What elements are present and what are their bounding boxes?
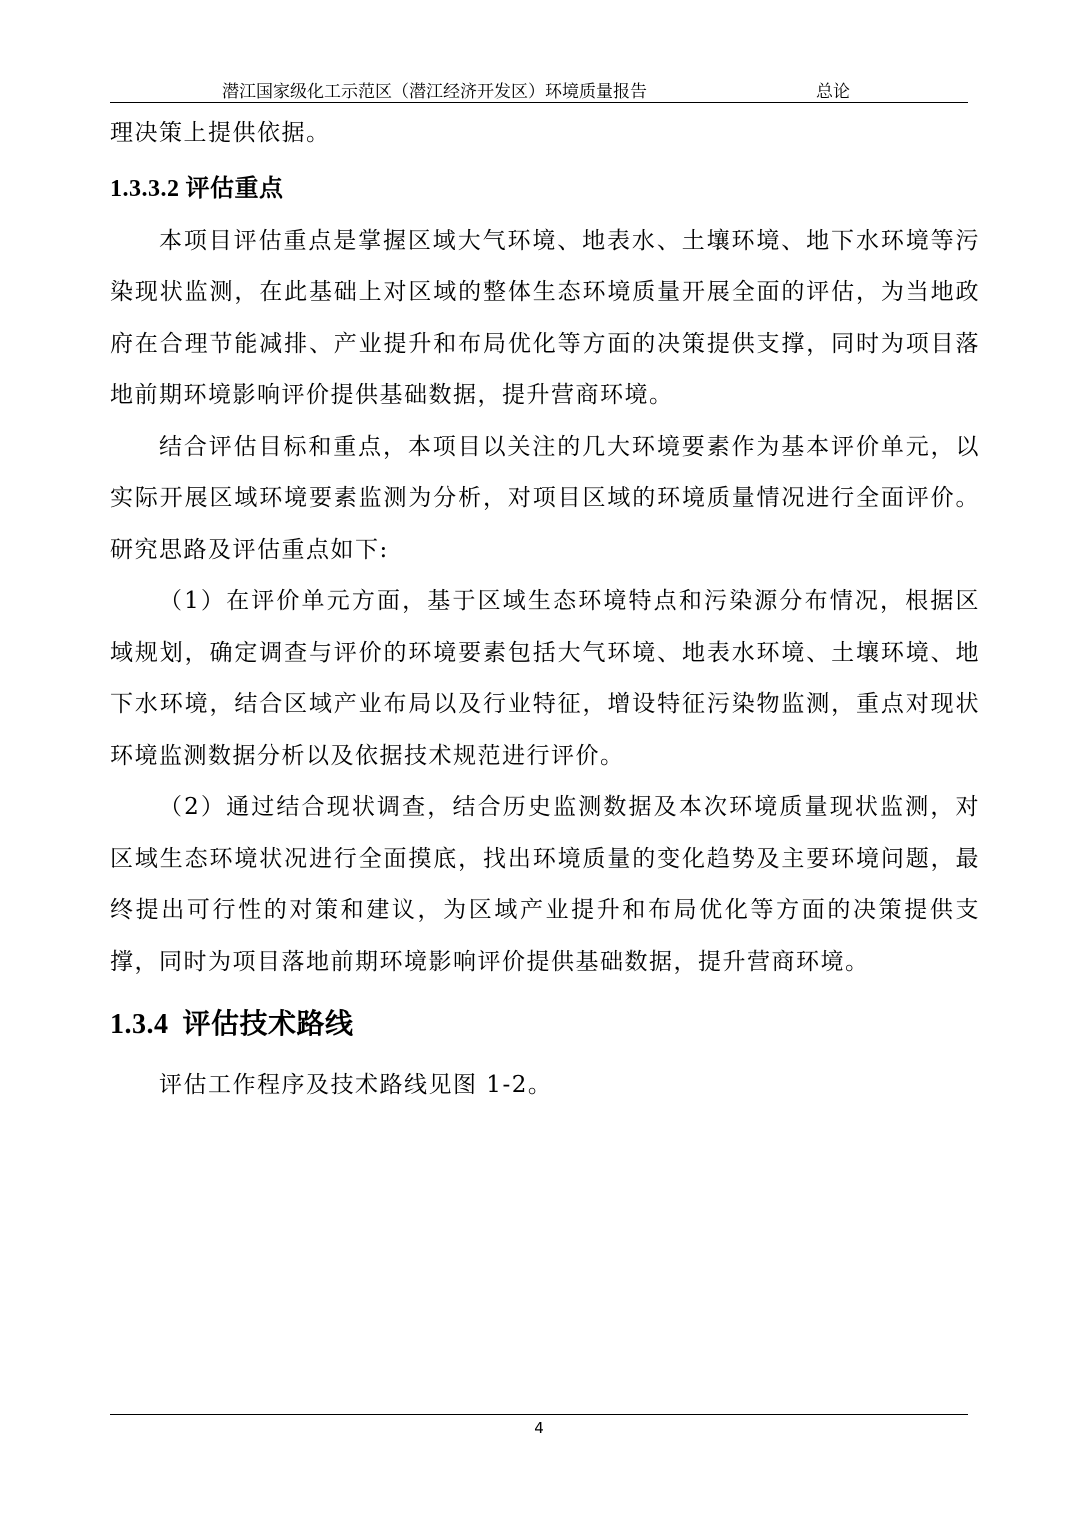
closing-paragraph: 评估工作程序及技术路线见图 1-2。: [159, 1072, 553, 1098]
paragraph-1: 本项目评估重点是掌握区域大气环境、地表水、土壤环境、地下水环境等污染现状监测，在此基础上对区域的整体生态环境质量开展全面的评估，为当地政府在合理节能减排、产业提升和布局优化等方面的决策提供支撑，同时为项目落地前期环境影响评价提供基础数据，提升营商环境。: [110, 227, 980, 408]
continuation-paragraph: 理决策上提供依据。: [110, 120, 331, 146]
section-heading-1332: [110, 160, 980, 216]
header-section: 总论: [816, 82, 850, 102]
header-title: 潜江国家级化工示范区（潜江经济开发区）环境质量报告: [222, 82, 647, 102]
paragraph-4: （2）通过结合现状调查，结合历史监测数据及本次环境质量现状监测，对区域生态环境状况进行全面摸底，找出环境质量的变化趋势及主要环境问题，最终提出可行性的对策和建议，为区域产业提升和布局优化等方面的决策提供支撑，同时为项目落地前期环境影响评价提供基础数据，提升营商环境。: [110, 794, 980, 975]
page-header: [110, 72, 968, 103]
paragraph-3: （1）在评价单元方面，基于区域生态环境特点和污染源分布情况，根据区域规划，确定调查与评价的环境要素包括大气环境、地表水环境、土壤环境、地下水环境，结合区域产业布局以及行业特征，增设特征污染物监测，重点对现状环境监测数据分析以及依据技术规范进行评价。: [110, 588, 980, 769]
section-number: 1.3.4: [110, 1009, 169, 1040]
page-number: 4: [534, 1419, 544, 1437]
section-title: 评估技术路线: [182, 1007, 354, 1040]
document-body: [110, 108, 980, 1112]
section-number: 1.3.3.2: [110, 175, 180, 202]
section-heading-134: [110, 988, 980, 1060]
section-title: 评估重点: [185, 172, 284, 202]
page-footer: [110, 1414, 968, 1437]
paragraph-2: 结合评估目标和重点，本项目以关注的几大环境要素作为基本评价单元，以实际开展区域环境要素监测为分析，对项目区域的环境质量情况进行全面评价。研究思路及评估重点如下:: [110, 433, 980, 563]
